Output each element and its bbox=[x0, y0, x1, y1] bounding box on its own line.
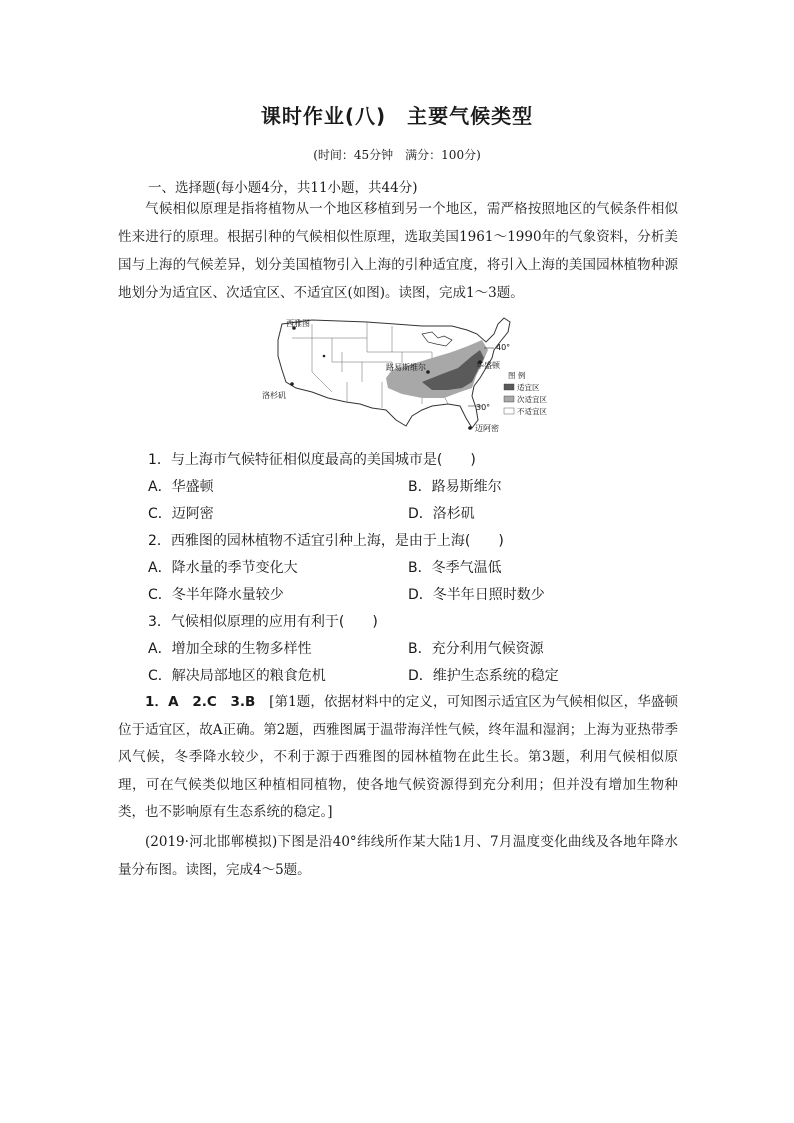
question-2-option-a[interactable]: A．降水量的季节变化大 bbox=[148, 560, 298, 576]
question-1-option-c[interactable]: C．迈阿密 bbox=[148, 506, 214, 522]
miami-label: 迈阿密 bbox=[475, 424, 499, 433]
lat30-label: 30° bbox=[476, 403, 491, 412]
material-paragraph-2 bbox=[118, 828, 678, 884]
map-legend bbox=[504, 370, 547, 416]
seattle-label: 西雅图 bbox=[286, 319, 310, 328]
question-1-stem: 1．与上海市气候特征相似度最高的美国城市是( ) bbox=[148, 452, 476, 468]
answer-explanation: [第1题，依据材料中的定义，可知图示适宜区为气候相似区，华盛顿位于适宜区，故A正确。第2题，西雅图属于温带海洋性气候，终年温和湿润；上海为亚热带季风气候，冬季降水较少，不利于源于西雅图的园林植物在此生长。第3题，利用气候相似原理，可在气候类似地区种植相同植物，使各地气候资源得到充分利用；但并没有增加生物种类，也不影响原有生态系统的稳定。] bbox=[118, 694, 679, 820]
page-subtitle: (时间：45分钟 满分：100分) bbox=[313, 148, 481, 162]
material-paragraph-1 bbox=[118, 195, 678, 307]
question-2-option-d[interactable]: D．冬半年日照时数少 bbox=[408, 587, 545, 603]
legend-item-suitable: 适宜区 bbox=[517, 383, 540, 392]
us-climate-suitability-map bbox=[262, 312, 576, 440]
material-text-2: (2019·河北邯郸模拟)下图是沿40°纬线所作某大陆1月、7月温度变化曲线及各地年降水量分布图。读图，完成4～5题。 bbox=[118, 834, 678, 878]
question-1-option-a[interactable]: A．华盛顿 bbox=[148, 479, 214, 495]
question-3-stem: 3．气候相似原理的应用有利于( ) bbox=[148, 614, 378, 630]
section-heading: 一、选择题(每小题4分，共11小题，共44分) bbox=[148, 180, 418, 196]
question-1-option-d[interactable]: D．洛杉矶 bbox=[408, 506, 475, 522]
question-3-option-d[interactable]: D．维护生态系统的稳定 bbox=[408, 668, 559, 684]
material-text-1: 气候相似原理是指将植物从一个地区移植到另一个地区，需严格按照地区的气候条件相似性来进行的原理。根据引种的气候相似性原理，选取美国1961～1990年的气象资料，分析美国与上海的气候差异，划分美国植物引入上海的引种适宜度，将引入上海的美国园林植物种源地划分为适宜区、次适宜区、不适宜区(如图)。读图，完成1～3题。 bbox=[118, 201, 678, 301]
legend-item-unsuitable: 不适宜区 bbox=[517, 407, 547, 416]
question-1-option-b[interactable]: B．路易斯维尔 bbox=[408, 479, 502, 495]
question-3-option-a[interactable]: A．增加全球的生物多样性 bbox=[148, 641, 312, 657]
legend-title: 图 例 bbox=[508, 371, 526, 380]
answer-keys: 1．A 2.C 3.B bbox=[145, 694, 256, 710]
question-2-stem: 2．西雅图的园林植物不适宜引种上海，是由于上海( ) bbox=[148, 533, 504, 549]
question-2-option-c[interactable]: C．冬半年降水量较少 bbox=[148, 587, 284, 603]
page-title: 课时作业(八) 主要气候类型 bbox=[260, 104, 534, 128]
legend-item-secondary: 次适宜区 bbox=[517, 395, 547, 404]
louisville-dot bbox=[426, 370, 430, 374]
miami-dot bbox=[468, 426, 472, 430]
answer-block bbox=[118, 689, 678, 827]
los-angeles-dot bbox=[290, 382, 294, 386]
question-3-option-b[interactable]: B．充分利用气候资源 bbox=[408, 641, 544, 657]
question-3-option-c[interactable]: C．解决局部地区的粮食危机 bbox=[148, 668, 326, 684]
question-2-option-b[interactable]: B．冬季气温低 bbox=[408, 560, 502, 576]
louisville-label: 路易斯维尔 bbox=[386, 363, 426, 372]
lat40-label: 40° bbox=[496, 343, 511, 352]
los-angeles-label: 洛杉矶 bbox=[262, 391, 286, 400]
washington-label: 华盛顿 bbox=[476, 361, 500, 370]
